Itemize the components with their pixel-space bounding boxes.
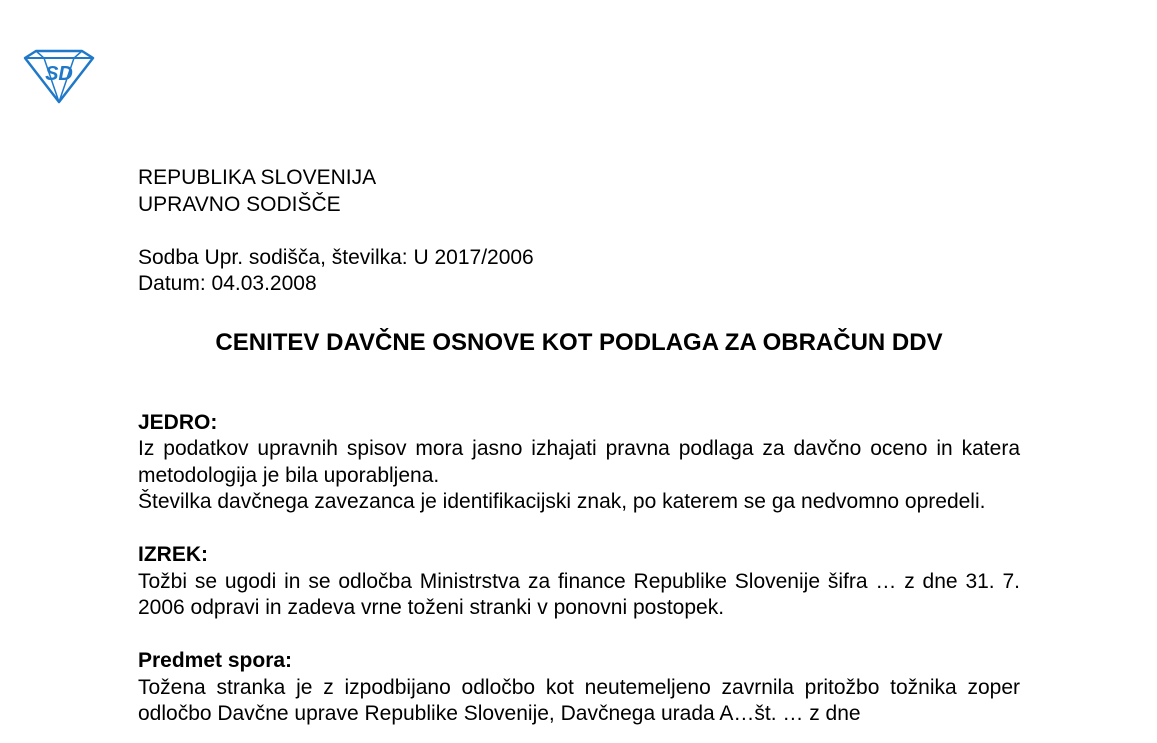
section-heading-jedro: JEDRO:	[138, 410, 218, 434]
section-heading-predmet-spora: Predmet spora:	[138, 649, 293, 672]
section-izrek	[138, 542, 1020, 622]
section-predmet-spora	[138, 648, 1020, 728]
predmet-paragraph-1: Tožena stranka je z izpodbijano odločbo kot neutemeljeno zavrnila pritožbo tožnika zoper odločbo Davčne uprave Republike Slovenije, Davčnega urada A…št. … z dne	[138, 675, 1020, 725]
logo-text: SD	[45, 63, 73, 85]
header-court: UPRAVNO SODIŠČE	[138, 192, 341, 216]
case-date: Datum: 04.03.2008	[138, 272, 317, 295]
section-jedro	[138, 410, 1020, 516]
document-body	[138, 165, 1020, 743]
case-number: Sodba Upr. sodišča, številka: U 2017/2006	[138, 245, 534, 269]
sd-diamond-logo-icon	[22, 48, 96, 104]
izrek-paragraph-1: Tožbi se ugodi in se odločba Ministrstva za finance Republike Slovenije šifra … z dne 31. 7. 2006 odpravi in zadeva vrne toženi stranki v ponovni postopek.	[138, 569, 1020, 619]
section-heading-izrek: IZREK:	[138, 543, 208, 566]
header-republic: REPUBLIKA SLOVENIJA	[138, 166, 377, 189]
jedro-paragraph-1: Iz podatkov upravnih spisov mora jasno izhajati pravna podlaga za davčno oceno in katera metodologija je bila uporabljena.	[138, 437, 1020, 487]
document-title: CENITEV DAVČNE OSNOVE KOT PODLAGA ZA OBRAČUN DDV	[215, 328, 943, 356]
court-logo	[22, 48, 96, 104]
spacer	[138, 218, 1020, 245]
jedro-paragraph-2: Številka davčnega zavezanca je identifikacijski znak, po katerem se ga nedvomno opredeli.	[138, 490, 986, 513]
